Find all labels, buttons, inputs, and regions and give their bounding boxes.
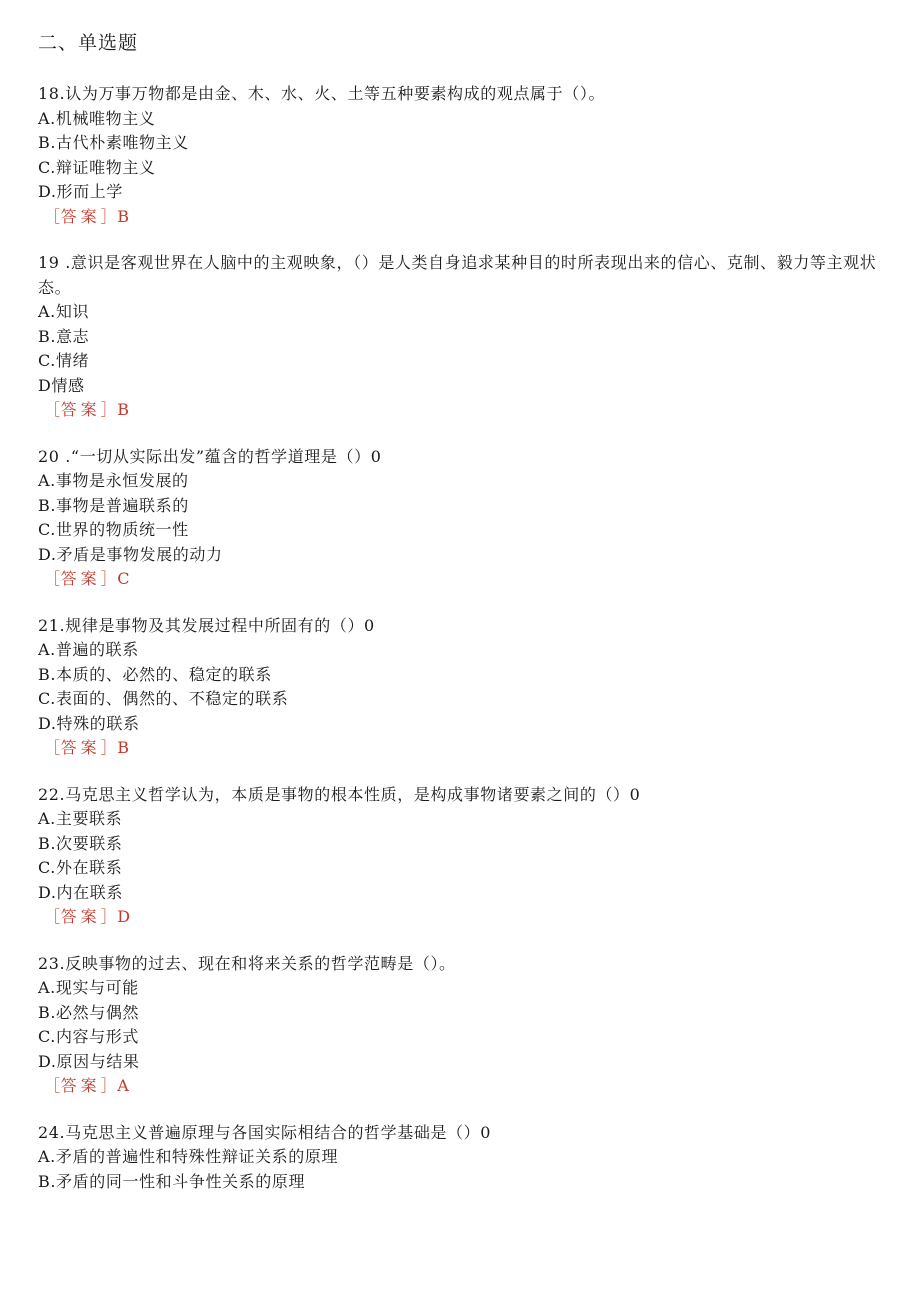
option-d: D.矛盾是事物发展的动力 [38, 544, 223, 564]
question-stem: 23.反映事物的过去、现在和将来关系的哲学范畴是（）。 [38, 953, 456, 973]
section-title: 二、单选题 [38, 32, 139, 54]
answer-bracket-open: ［ [44, 738, 61, 757]
option-b: B.必然与偶然 [38, 1002, 140, 1022]
answer-line [38, 398, 888, 423]
option-c: C.世界的物质统一性 [38, 520, 189, 539]
answer-bracket-close: ］ [100, 738, 118, 757]
option-b: B.意志 [38, 326, 90, 346]
answer-line [38, 905, 888, 930]
answer-label: 答案 [60, 206, 101, 226]
answer-letter: A [117, 1076, 130, 1095]
option-c: C.内容与形式 [38, 1027, 139, 1046]
question-stem: 19 .意识是客观世界在人脑中的主观映象，（）是人类自身追求某种目的时所表现出来的信心、克制、毅力等主观状态。 [38, 253, 877, 297]
answer-label: 答案 [60, 907, 101, 926]
answer-bracket-open: ［ [44, 1076, 61, 1095]
question-18 [38, 82, 888, 229]
option-a: A.机械唯物主义 [38, 108, 156, 128]
answer-bracket-close: ］ [100, 907, 118, 926]
option-d: D.原因与结果 [38, 1051, 140, 1071]
option-a: A.矛盾的普遍性和特殊性辩证关系的原理 [38, 1147, 339, 1166]
option-b: B.古代朴素唯物主义 [38, 133, 189, 152]
question-21 [38, 614, 888, 761]
option-c: C.情绪 [38, 351, 90, 370]
option-d: D.形而上学 [38, 182, 123, 201]
option-d: D情感 [38, 375, 85, 395]
option-a: A.现实与可能 [38, 978, 139, 997]
answer-bracket-open: ［ [44, 907, 61, 926]
option-a: A.事物是永恒发展的 [38, 471, 189, 490]
option-b: B.本质的、必然的、稳定的联系 [38, 664, 272, 684]
option-b: B.次要联系 [38, 833, 123, 853]
answer-letter: B [117, 400, 130, 419]
answer-bracket-close: ］ [100, 569, 118, 588]
answer-bracket-close: ］ [100, 206, 118, 226]
answer-letter: B [117, 738, 130, 757]
question-stem: 22.马克思主义哲学认为，本质是事物的根本性质，是构成事物诸要素之间的（）0 [38, 784, 641, 804]
answer-line [38, 1074, 888, 1099]
option-b: B.事物是普遍联系的 [38, 495, 189, 515]
document-page [38, 28, 888, 1216]
question-stem: 20 .“一切从实际出发”蕴含的哲学道理是（）0 [38, 446, 382, 466]
question-stem: 21.规律是事物及其发展过程中所固有的（）0 [38, 615, 375, 635]
answer-letter: D [117, 907, 131, 926]
option-a: A.主要联系 [38, 809, 123, 828]
option-d: D.内在联系 [38, 882, 123, 902]
question-22 [38, 783, 888, 930]
answer-label: 答案 [60, 1076, 101, 1095]
answer-bracket-open: ［ [44, 569, 61, 588]
answer-letter: C [117, 569, 131, 588]
option-c: C.表面的、偶然的、不稳定的联系 [38, 689, 289, 708]
option-a: A.普遍的联系 [38, 640, 139, 659]
answer-line [38, 205, 888, 230]
answer-bracket-close: ］ [100, 400, 118, 419]
question-stem: 24.马克思主义普遍原理与各国实际相结合的哲学基础是（）0 [38, 1122, 492, 1142]
answer-line [38, 736, 888, 761]
question-23 [38, 952, 888, 1099]
answer-line [38, 567, 888, 592]
answer-label: 答案 [60, 738, 101, 757]
answer-bracket-open: ［ [44, 400, 61, 419]
question-24 [38, 1121, 888, 1195]
question-20 [38, 445, 888, 592]
question-stem: 18.认为万事万物都是由金、木、水、火、土等五种要素构成的观点属于（）。 [38, 84, 606, 103]
answer-bracket-close: ］ [100, 1076, 118, 1095]
answer-label: 答案 [60, 400, 101, 419]
answer-letter: B [117, 206, 130, 226]
option-c: C.辩证唯物主义 [38, 157, 156, 177]
option-c: C.外在联系 [38, 858, 123, 877]
option-a: A.知识 [38, 302, 90, 321]
answer-bracket-open: ［ [44, 206, 61, 226]
option-d: D.特殊的联系 [38, 713, 140, 733]
question-19 [38, 251, 888, 423]
answer-label: 答案 [60, 569, 101, 588]
option-b: B.矛盾的同一性和斗争性关系的原理 [38, 1171, 306, 1191]
